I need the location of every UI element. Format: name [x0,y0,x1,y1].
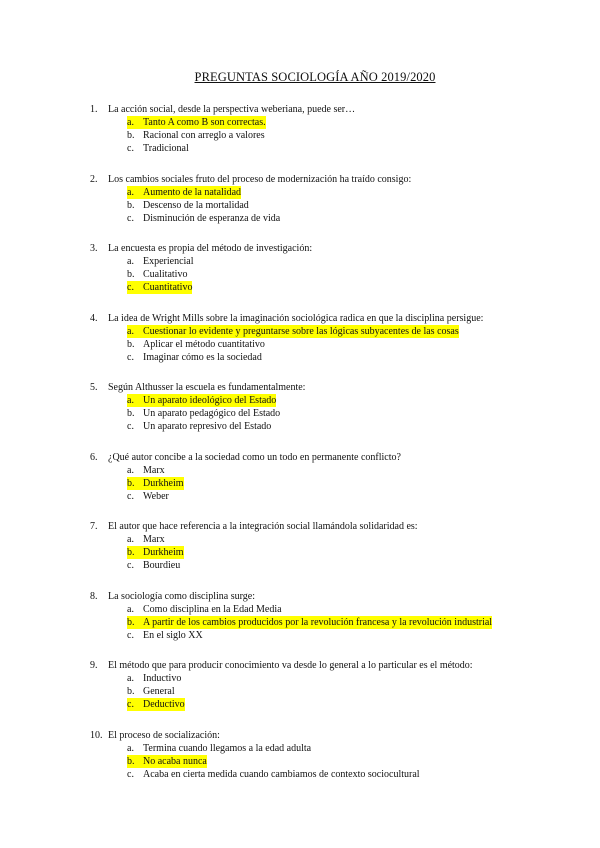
question-item [90,729,590,781]
question-list [90,103,590,798]
question-number: 4. [90,312,98,324]
option-text: No acaba nunca [143,755,207,767]
question-line [90,520,590,533]
question-line [90,451,590,464]
highlighted-answer [127,325,459,338]
option-letter: b. [127,547,135,558]
answer-content [127,407,280,420]
answer-option [127,407,590,420]
highlighted-answer [127,186,241,199]
option-text: Aplicar el método cuantitativo [143,338,265,350]
answer-option [127,742,590,755]
option-list [127,325,590,364]
question-item [90,173,590,225]
option-letter: c. [127,768,134,780]
option-text: Un aparato ideológico del Estado [143,395,277,406]
question-line [90,381,590,394]
option-text: General [143,686,175,697]
option-text: Termina cuando llegamos a la edad adulta [143,742,312,754]
option-list [127,742,590,781]
question-item [90,381,590,433]
answer-content [127,742,311,755]
highlighted-answer [127,546,184,559]
answer-content [127,129,265,142]
answer-option [127,672,590,685]
answer-option [127,559,590,572]
option-letter: b. [127,269,135,280]
option-letter: c. [127,143,134,154]
answer-content [127,559,180,572]
option-letter: c. [127,421,134,432]
option-letter: a. [127,534,134,545]
option-list [127,533,590,572]
option-text: Marx [143,534,165,545]
question-number: 1. [90,104,98,115]
option-letter: b. [127,755,135,767]
option-letter: b. [127,408,135,419]
answer-content [127,199,249,212]
highlighted-answer [127,477,184,490]
question-text: Según Althusser la escuela es fundamentalmente: [108,382,306,393]
question-line [90,103,590,116]
answer-content [127,672,181,685]
option-letter: c. [127,212,134,224]
option-letter: c. [127,629,134,641]
answer-content [127,685,175,698]
answer-option [127,755,590,768]
answer-content [127,420,271,433]
highlighted-answer [127,616,492,629]
question-line [90,173,590,186]
question-number: 5. [90,382,98,393]
question-number: 9. [90,660,98,671]
question-number: 8. [90,590,98,602]
highlighted-answer [127,755,207,768]
question-line [90,590,590,603]
option-letter: a. [127,325,134,337]
answer-option [127,255,590,268]
answer-option [127,142,590,155]
option-letter: a. [127,186,134,198]
question-text: El autor que hace referencia a la integración social llamándola solidaridad es: [108,521,418,532]
option-letter: b. [127,199,135,211]
option-text: Racional con arreglo a valores [143,130,265,141]
option-text: Weber [143,490,169,502]
answer-content [127,768,420,781]
option-text: Deductivo [143,699,185,710]
answer-content [127,351,262,364]
question-text: El método que para producir conocimiento va desde lo general a lo particular es el método: [108,660,473,671]
answer-option [127,394,590,407]
question-text: ¿Qué autor concibe a la sociedad como un todo en permanente conflicto? [108,451,401,463]
answer-option [127,281,590,294]
answer-option [127,768,590,781]
question-text: El proceso de socialización: [108,729,220,741]
question-item [90,520,590,572]
option-text: Aumento de la natalidad [143,186,242,198]
option-letter: a. [127,742,134,754]
option-list [127,464,590,503]
question-item [90,451,590,503]
question-number: 10. [90,729,103,741]
page-title: PREGUNTAS SOCIOLOGÍA AÑO 2019/2020 [194,70,436,84]
option-letter: a. [127,603,134,615]
option-text: Disminución de esperanza de vida [143,212,281,224]
answer-option [127,420,590,433]
answer-option [127,186,590,199]
answer-option [127,698,590,711]
question-item [90,103,590,155]
option-text: Marx [143,464,165,476]
option-text: Cualitativo [143,269,188,280]
answer-option [127,338,590,351]
option-text: Experiencial [143,256,194,267]
answer-option [127,616,590,629]
option-text: Durkheim [143,477,184,489]
highlighted-answer [127,698,185,711]
answer-content [127,603,282,616]
option-letter: a. [127,256,134,267]
question-number: 2. [90,173,98,185]
question-text: La idea de Wright Mills sobre la imaginación sociológica radica en que la disciplina persigue: [108,312,484,324]
option-letter: a. [127,673,134,684]
option-list [127,116,590,155]
answer-option [127,351,590,364]
option-letter: b. [127,686,135,697]
question-line [90,659,590,672]
option-letter: b. [127,130,135,141]
answer-option [127,533,590,546]
option-letter: a. [127,117,134,128]
answer-content [127,533,165,546]
question-item [90,590,590,642]
option-letter: b. [127,338,135,350]
highlighted-answer [127,116,266,129]
option-text: Cuantitativo [143,282,193,293]
option-list [127,394,590,433]
question-item [90,242,590,294]
option-letter: c. [127,351,134,363]
option-letter: c. [127,560,134,571]
option-text: Bourdieu [143,560,181,571]
question-text: Los cambios sociales fruto del proceso de modernización ha traído consigo: [108,173,412,185]
answer-content [127,490,169,503]
option-text: Descenso de la mortalidad [143,199,249,211]
question-line [90,242,590,255]
option-text: Cuestionar lo evidente y preguntarse sobre las lógicas subyacentes de las cosas [143,325,459,337]
answer-option [127,464,590,477]
question-text: La encuesta es propia del método de investigación: [108,243,313,254]
question-line [90,729,590,742]
question-item [90,312,590,364]
option-list [127,603,590,642]
highlighted-answer [127,394,276,407]
question-number: 7. [90,521,98,532]
option-text: En el siglo XX [143,629,203,641]
answer-option [127,212,590,225]
option-text: Como disciplina en la Edad Media [143,603,282,615]
answer-option [127,490,590,503]
option-text: Un aparato pedagógico del Estado [143,408,281,419]
answer-option [127,477,590,490]
question-item [90,659,590,711]
answer-content [127,629,203,642]
option-text: Imaginar cómo es la sociedad [143,351,262,363]
option-letter: a. [127,464,134,476]
question-line [90,312,590,325]
answer-option [127,546,590,559]
answer-content [127,255,194,268]
question-text: La acción social, desde la perspectiva weberiana, puede ser… [108,104,356,115]
question-text: La sociología como disciplina surge: [108,590,256,602]
answer-option [127,325,590,338]
answer-content [127,464,165,477]
option-text: Durkheim [143,547,184,558]
option-letter: c. [127,490,134,502]
question-number: 6. [90,451,98,463]
option-text: A partir de los cambios producidos por la revolución francesa y la revolución industrial [143,616,493,628]
option-list [127,672,590,711]
option-text: Tanto A como B son correctas. [143,117,266,128]
answer-option [127,116,590,129]
option-letter: a. [127,395,134,406]
highlighted-answer [127,281,192,294]
option-list [127,255,590,294]
option-letter: c. [127,282,134,293]
answer-content [127,142,189,155]
answer-content [127,338,265,351]
answer-content [127,268,187,281]
answer-option [127,603,590,616]
question-number: 3. [90,243,98,254]
option-text: Un aparato represivo del Estado [143,421,272,432]
option-text: Inductivo [143,673,182,684]
answer-option [127,629,590,642]
option-text: Acaba en cierta medida cuando cambiamos de contexto sociocultural [143,768,420,780]
option-list [127,186,590,225]
answer-option [127,129,590,142]
option-letter: b. [127,477,135,489]
answer-content [127,212,280,225]
answer-option [127,268,590,281]
answer-option [127,685,590,698]
option-letter: c. [127,699,134,710]
option-text: Tradicional [143,143,189,154]
answer-option [127,199,590,212]
option-letter: b. [127,616,135,628]
